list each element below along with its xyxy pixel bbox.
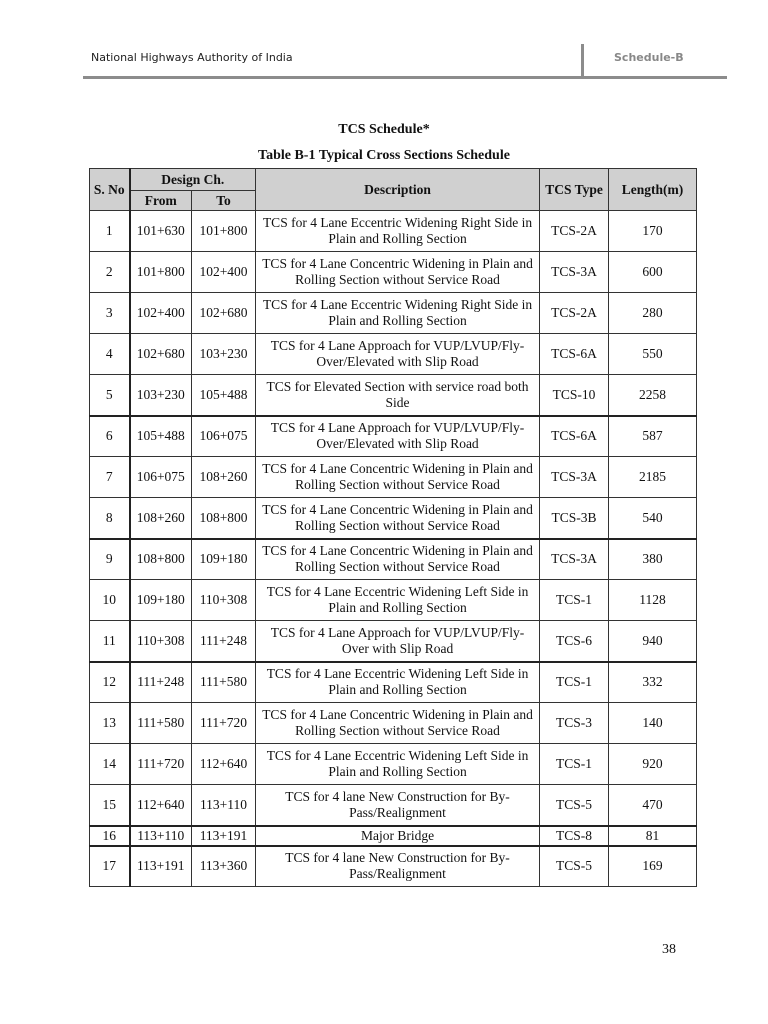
table-row (90, 826, 697, 846)
table-row (90, 334, 697, 375)
cell-tcs-type: TCS-3A (540, 539, 609, 580)
cell-description: TCS for 4 Lane Eccentric Widening Right Side in Plain and Rolling Section (256, 211, 540, 252)
cell-from: 110+308 (130, 621, 192, 662)
cell-sno: 8 (90, 498, 130, 539)
cell-length: 380 (609, 539, 697, 580)
cell-to: 109+180 (192, 539, 256, 580)
cell-description: TCS for 4 Lane Eccentric Widening Left Side in Plain and Rolling Section (256, 744, 540, 785)
cell-to: 105+488 (192, 375, 256, 416)
cell-length: 940 (609, 621, 697, 662)
cell-length: 550 (609, 334, 697, 375)
table-row (90, 621, 697, 662)
cell-description: TCS for Elevated Section with service road both Side (256, 375, 540, 416)
table-row (90, 498, 697, 539)
table-row (90, 744, 697, 785)
cell-to: 106+075 (192, 416, 256, 457)
cell-description: TCS for 4 Lane Concentric Widening in Plain and Rolling Section without Service Road (256, 539, 540, 580)
cell-tcs-type: TCS-5 (540, 846, 609, 887)
cell-from: 101+630 (130, 211, 192, 252)
cell-length: 170 (609, 211, 697, 252)
cell-length: 920 (609, 744, 697, 785)
cell-tcs-type: TCS-2A (540, 211, 609, 252)
cell-from: 111+248 (130, 662, 192, 703)
cell-to: 112+640 (192, 744, 256, 785)
cell-length: 470 (609, 785, 697, 826)
table-row (90, 211, 697, 252)
header-from: From (130, 191, 192, 211)
cell-description: TCS for 4 Lane Approach for VUP/LVUP/Fly-Over/Elevated with Slip Road (256, 416, 540, 457)
header-rule (83, 76, 727, 79)
cell-description: TCS for 4 Lane Concentric Widening in Plain and Rolling Section without Service Road (256, 703, 540, 744)
page-number: 38 (662, 942, 676, 957)
cell-sno: 13 (90, 703, 130, 744)
table-header-row (90, 169, 697, 191)
header-description: Description (256, 169, 540, 211)
cell-length: 600 (609, 252, 697, 293)
cell-length: 140 (609, 703, 697, 744)
header-divider (581, 44, 584, 78)
cell-tcs-type: TCS-6A (540, 334, 609, 375)
table-caption: Table B-1 Typical Cross Sections Schedule (258, 148, 510, 163)
cell-description: TCS for 4 Lane Eccentric Widening Left Side in Plain and Rolling Section (256, 662, 540, 703)
cell-description: TCS for 4 Lane Eccentric Widening Left Side in Plain and Rolling Section (256, 580, 540, 621)
table-row (90, 703, 697, 744)
cell-from: 108+800 (130, 539, 192, 580)
cell-to: 108+800 (192, 498, 256, 539)
cell-to: 111+580 (192, 662, 256, 703)
cell-tcs-type: TCS-1 (540, 662, 609, 703)
cell-sno: 9 (90, 539, 130, 580)
cell-sno: 15 (90, 785, 130, 826)
cell-sno: 6 (90, 416, 130, 457)
cell-sno: 3 (90, 293, 130, 334)
table-row (90, 252, 697, 293)
cell-sno: 7 (90, 457, 130, 498)
cell-sno: 10 (90, 580, 130, 621)
cell-length: 280 (609, 293, 697, 334)
header-design-ch: Design Ch. (130, 169, 256, 191)
cell-description: TCS for 4 lane New Construction for By-Pass/Realignment (256, 785, 540, 826)
cell-length: 2185 (609, 457, 697, 498)
cell-to: 113+110 (192, 785, 256, 826)
table-row (90, 662, 697, 703)
cell-sno: 4 (90, 334, 130, 375)
cell-to: 113+360 (192, 846, 256, 887)
table-row (90, 293, 697, 334)
table-row (90, 785, 697, 826)
cell-tcs-type: TCS-3A (540, 457, 609, 498)
header-organization: National Highways Authority of India (91, 51, 293, 64)
tcs-schedule-table (89, 168, 697, 887)
cell-description: TCS for 4 Lane Approach for VUP/LVUP/Fly-Over with Slip Road (256, 621, 540, 662)
cell-to: 111+720 (192, 703, 256, 744)
cell-from: 106+075 (130, 457, 192, 498)
cell-from: 108+260 (130, 498, 192, 539)
cell-to: 102+400 (192, 252, 256, 293)
cell-from: 113+191 (130, 846, 192, 887)
cell-from: 102+400 (130, 293, 192, 334)
cell-sno: 5 (90, 375, 130, 416)
cell-tcs-type: TCS-10 (540, 375, 609, 416)
header-schedule-label: Schedule-B (614, 51, 684, 64)
cell-sno: 16 (90, 826, 130, 846)
cell-tcs-type: TCS-3B (540, 498, 609, 539)
cell-to: 113+191 (192, 826, 256, 846)
cell-sno: 14 (90, 744, 130, 785)
cell-length: 332 (609, 662, 697, 703)
cell-from: 112+640 (130, 785, 192, 826)
cell-tcs-type: TCS-5 (540, 785, 609, 826)
cell-to: 103+230 (192, 334, 256, 375)
cell-description: TCS for 4 Lane Concentric Widening in Plain and Rolling Section without Service Road (256, 498, 540, 539)
table-row (90, 375, 697, 416)
table-row (90, 457, 697, 498)
cell-length: 2258 (609, 375, 697, 416)
cell-description: TCS for 4 Lane Concentric Widening in Plain and Rolling Section without Service Road (256, 252, 540, 293)
cell-description: TCS for 4 Lane Eccentric Widening Right Side in Plain and Rolling Section (256, 293, 540, 334)
header-tcs-type: TCS Type (540, 169, 609, 211)
cell-to: 101+800 (192, 211, 256, 252)
cell-sno: 2 (90, 252, 130, 293)
cell-from: 109+180 (130, 580, 192, 621)
header-length: Length(m) (609, 169, 697, 211)
cell-sno: 17 (90, 846, 130, 887)
cell-description: TCS for 4 lane New Construction for By-Pass/Realignment (256, 846, 540, 887)
cell-from: 105+488 (130, 416, 192, 457)
cell-tcs-type: TCS-3 (540, 703, 609, 744)
table-row (90, 580, 697, 621)
cell-length: 540 (609, 498, 697, 539)
cell-tcs-type: TCS-6 (540, 621, 609, 662)
cell-from: 103+230 (130, 375, 192, 416)
cell-tcs-type: TCS-8 (540, 826, 609, 846)
cell-from: 111+580 (130, 703, 192, 744)
header-to: To (192, 191, 256, 211)
table-row (90, 416, 697, 457)
cell-tcs-type: TCS-1 (540, 580, 609, 621)
cell-to: 110+308 (192, 580, 256, 621)
cell-from: 111+720 (130, 744, 192, 785)
page-title: TCS Schedule* (338, 122, 430, 137)
cell-sno: 12 (90, 662, 130, 703)
cell-length: 81 (609, 826, 697, 846)
cell-to: 111+248 (192, 621, 256, 662)
cell-to: 102+680 (192, 293, 256, 334)
cell-from: 101+800 (130, 252, 192, 293)
cell-from: 113+110 (130, 826, 192, 846)
header-sno: S. No (90, 169, 130, 211)
cell-sno: 11 (90, 621, 130, 662)
cell-tcs-type: TCS-3A (540, 252, 609, 293)
cell-description: Major Bridge (256, 826, 540, 846)
cell-length: 1128 (609, 580, 697, 621)
cell-sno: 1 (90, 211, 130, 252)
table-row (90, 846, 697, 887)
cell-from: 102+680 (130, 334, 192, 375)
cell-tcs-type: TCS-2A (540, 293, 609, 334)
cell-description: TCS for 4 Lane Approach for VUP/LVUP/Fly-Over/Elevated with Slip Road (256, 334, 540, 375)
cell-length: 587 (609, 416, 697, 457)
cell-description: TCS for 4 Lane Concentric Widening in Plain and Rolling Section without Service Road (256, 457, 540, 498)
table-row (90, 539, 697, 580)
cell-length: 169 (609, 846, 697, 887)
cell-tcs-type: TCS-1 (540, 744, 609, 785)
cell-tcs-type: TCS-6A (540, 416, 609, 457)
cell-to: 108+260 (192, 457, 256, 498)
